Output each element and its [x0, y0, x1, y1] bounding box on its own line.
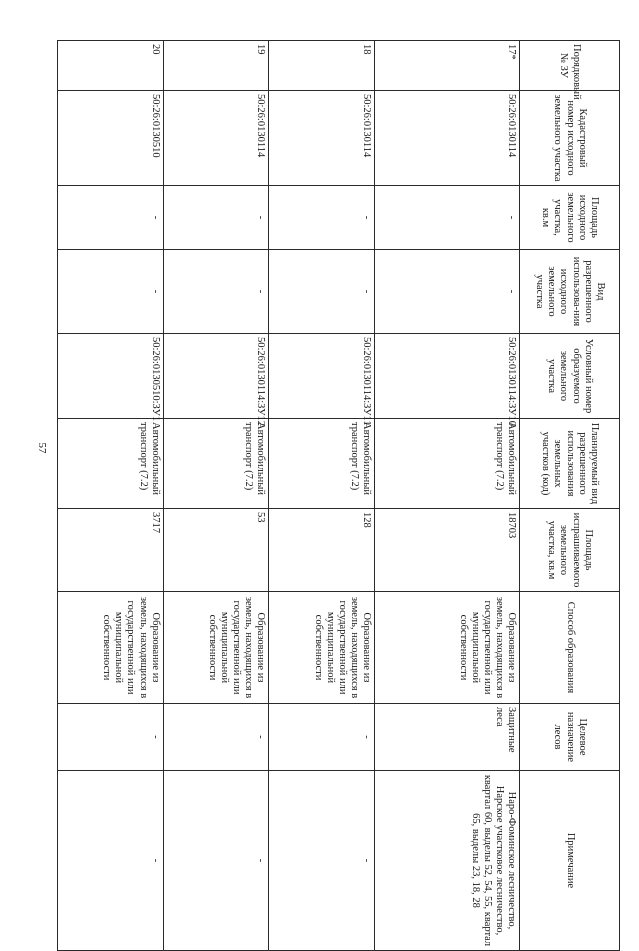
cell-purpose: Защитные леса: [374, 704, 519, 771]
cell-number: 19: [163, 41, 269, 91]
cell-number: 17*: [374, 41, 519, 91]
cell-method: Образование из земель, находящихся в государственной или муниципальной собственности: [163, 592, 269, 704]
cell-note: -: [163, 771, 269, 951]
header-note: Примечание: [520, 771, 620, 951]
cell-cadastral: 50:26:0130114: [163, 91, 269, 186]
cell-conditional-number: 50:26:0130510:ЗУ1: [58, 334, 164, 419]
header-method: Способ образования: [520, 592, 620, 704]
header-planned-use: Планируемый вид разрешенного использования земельных участков (код): [520, 419, 620, 509]
cell-cadastral: 50:26:0130114: [374, 91, 519, 186]
cell-purpose: -: [58, 704, 164, 771]
header-cadastral: Кадастровый номер исходного земельного участка: [520, 91, 620, 186]
header-area-requested: Площадь испрашиваемого земельного участка, кв.м: [520, 509, 620, 592]
cell-conditional-number: 50:26:0130114:ЗУ12: [163, 334, 269, 419]
cell-purpose: -: [269, 704, 375, 771]
cell-area-source: -: [58, 186, 164, 250]
header-conditional-number: Условный номер образуемого земельного участка: [520, 334, 620, 419]
cell-method: Образование из земель, находящихся в государственной или муниципальной собственности: [269, 592, 375, 704]
cell-conditional-number: 50:26:0130114:ЗУ11: [269, 334, 375, 419]
cell-conditional-number: 50:26:0130114:ЗУ10: [374, 334, 519, 419]
table-row: [374, 41, 519, 951]
cell-area-source: -: [163, 186, 269, 250]
table-row: [269, 41, 375, 951]
cell-use-source: -: [374, 250, 519, 334]
cell-area-requested: 53: [163, 509, 269, 592]
cell-method: Образование из земель, находящихся в государственной или муниципальной собственности: [58, 592, 164, 704]
table-row: [163, 41, 269, 951]
cell-use-source: -: [269, 250, 375, 334]
cell-use-source: -: [58, 250, 164, 334]
header-number: Порядковый № ЗУ: [520, 41, 620, 91]
cell-cadastral: 50:26:0130114: [269, 91, 375, 186]
cell-purpose: -: [163, 704, 269, 771]
cell-use-source: -: [163, 250, 269, 334]
header-use-source: Вид разрешенного использова-ния исходного земельного участка: [520, 250, 620, 334]
cell-number: 20: [58, 41, 164, 91]
cell-cadastral: 50:26:0130510: [58, 91, 164, 186]
cell-area-requested: 3717: [58, 509, 164, 592]
cell-planned-use: Автомобильный транспорт (7.2): [374, 419, 519, 509]
table-row: [58, 41, 164, 951]
header-purpose: Целевое назначение лесов: [520, 704, 620, 771]
cell-method: Образование из земель, находящихся в государственной или муниципальной собственности: [374, 592, 519, 704]
header-area-source: Площадь исходного земельного участка, кв.м: [520, 186, 620, 250]
cell-area-source: -: [269, 186, 375, 250]
cell-planned-use: Автомобильный транспорт (7.2): [58, 419, 164, 509]
rotated-sheet: [57, 40, 620, 947]
cell-note: -: [269, 771, 375, 951]
cell-note: -: [58, 771, 164, 951]
page-number: 57: [36, 442, 48, 454]
cell-planned-use: Автомобильный транспорт (7.2): [269, 419, 375, 509]
cell-number: 18: [269, 41, 375, 91]
cell-note: Наро-Фоминское лесничество, Нарское участковое лесничество, квартал 60, выделы 52, 54, 55, квартал 65, выделы 23, 18, 28: [374, 771, 519, 951]
land-plots-table: [57, 40, 620, 951]
cell-area-requested: 128: [269, 509, 375, 592]
cell-area-source: -: [374, 186, 519, 250]
table-header-row: [520, 41, 620, 951]
table-container: [57, 40, 620, 947]
cell-planned-use: Автомобильный транспорт (7.2): [163, 419, 269, 509]
cell-area-requested: 18703: [374, 509, 519, 592]
